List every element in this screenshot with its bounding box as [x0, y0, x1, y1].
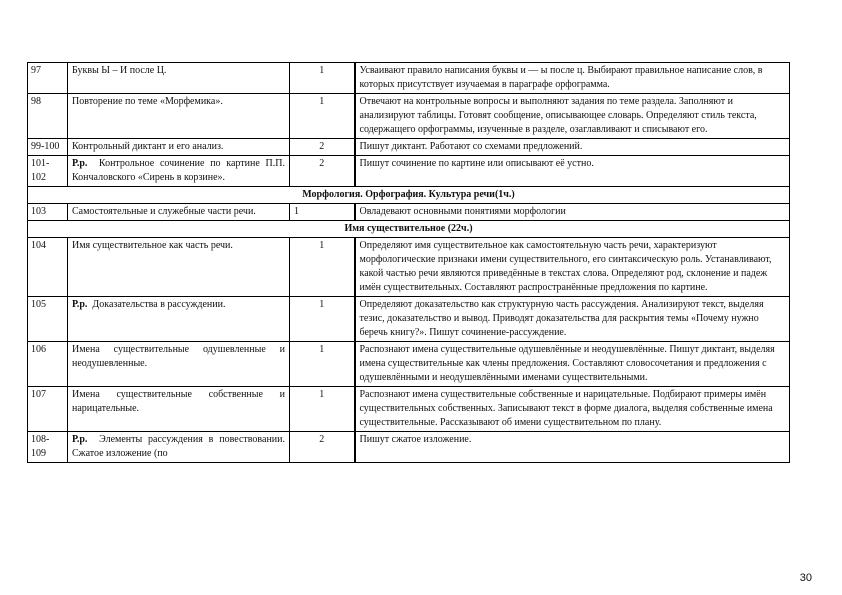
lesson-number: 103: [28, 204, 68, 221]
lesson-topic-text: Имена существительные одушевленные и неодушевленные.: [72, 344, 285, 369]
lesson-number: 106: [28, 342, 68, 387]
lesson-topic-text: Повторение по теме «Морфемика».: [72, 96, 223, 107]
learning-activities: Овладевают основными понятиями морфологии: [355, 204, 790, 221]
learning-activities: Усваивают правило написания буквы и — ы после ц. Выбирают правильное написание слов, в которых присутствует изучаемая в параграфе орфограмма.: [355, 63, 790, 94]
table-row: [28, 387, 790, 432]
speech-development-label: Р.р.: [72, 434, 88, 445]
lesson-number: 107: [28, 387, 68, 432]
lesson-number: 101-102: [28, 156, 68, 187]
lesson-hours: 2: [290, 432, 355, 463]
document-page: [27, 62, 789, 463]
lesson-topic-text: Элементы рассуждения в повествовании. Сжатое изложение (по: [72, 434, 285, 459]
page-number: 30: [799, 572, 812, 584]
learning-activities: Отвечают на контрольные вопросы и выполняют задания по теме раздела. Заполняют и анализируют таблицы. Готовят сообщение, описывающее словарь. Определяют стиль текста, содержащего орфограммы, изученные в разделе, озаглавливают и списывают его.: [355, 94, 790, 139]
lesson-hours: 1: [290, 94, 355, 139]
lesson-topic-text: Имена существительные собственные и нарицательные.: [72, 389, 285, 414]
table-row: [28, 432, 790, 463]
table-row: [28, 204, 790, 221]
lesson-number: 105: [28, 297, 68, 342]
lesson-topic: [68, 342, 290, 387]
section-title: Морфология. Орфография. Культура речи(1ч.): [28, 187, 790, 204]
learning-activities: Распознают имена существительные собственные и нарицательные. Подбирают примеры имён существительных собственных. Записывают текст в форме диалога, выделяя собственные имена существительные. Рассказывают об имени существительном по плану.: [355, 387, 790, 432]
table-row: [28, 94, 790, 139]
lesson-topic: [68, 94, 290, 139]
curriculum-table-body: [28, 63, 790, 463]
lesson-hours: 2: [290, 139, 355, 156]
lesson-topic-text: Самостоятельные и служебные части речи.: [72, 206, 256, 217]
lesson-topic: [68, 204, 290, 221]
lesson-topic: [68, 432, 290, 463]
lesson-hours: 1: [290, 204, 355, 221]
table-row: [28, 139, 790, 156]
speech-development-label: Р.р.: [72, 299, 88, 310]
learning-activities: Определяют доказательство как структурную часть рассуждения. Анализируют текст, выделяя тезис, доказательство и вывод. Приводят доказательства для раскрытия темы «Почему нужно беречь книгу?». Пишут сочинение-рассуждение.: [355, 297, 790, 342]
section-title: Имя существительное (22ч.): [28, 221, 790, 238]
learning-activities: Определяют имя существительное как самостоятельную часть речи, характеризуют морфологические признаки имени существительного, его синтаксическую роль. Устанавливают, какой частью речи являются приведённые в текстах слова. Определяют род, склонение и падеж имён существительных. Составляют распространённые предложения по картине.: [355, 238, 790, 297]
speech-development-label: Р.р.: [72, 158, 88, 169]
lesson-hours: 1: [290, 387, 355, 432]
section-header-row: [28, 221, 790, 238]
table-row: [28, 342, 790, 387]
lesson-topic: [68, 139, 290, 156]
lesson-number: 97: [28, 63, 68, 94]
lesson-topic: [68, 156, 290, 187]
lesson-hours: 2: [290, 156, 355, 187]
lesson-topic-text: Буквы Ы – И после Ц.: [72, 65, 167, 76]
table-row: [28, 238, 790, 297]
lesson-topic-text: Контрольное сочинение по картине П.П. Кончаловского «Сирень в корзине».: [72, 158, 285, 183]
lesson-hours: 1: [290, 238, 355, 297]
lesson-topic-text: Контрольный диктант и его анализ.: [72, 141, 224, 152]
table-row: [28, 297, 790, 342]
lesson-hours: 1: [290, 297, 355, 342]
lesson-number: 99-100: [28, 139, 68, 156]
lesson-topic-text: Доказательства в рассуждении.: [92, 299, 226, 310]
table-row: [28, 156, 790, 187]
learning-activities: Распознают имена существительные одушевлённые и неодушевлённые. Пишут диктант, выделяя имена существительные как члены предложения. Составляют словосочетания и предложения с одушевлёнными и неодушевлёнными именами существительными.: [355, 342, 790, 387]
lesson-topic: [68, 238, 290, 297]
lesson-number: 98: [28, 94, 68, 139]
lesson-hours: 1: [290, 63, 355, 94]
section-header-row: [28, 187, 790, 204]
curriculum-table: [27, 62, 790, 463]
learning-activities: Пишут сжатое изложение.: [355, 432, 790, 463]
lesson-number: 104: [28, 238, 68, 297]
lesson-topic: [68, 387, 290, 432]
lesson-topic: [68, 63, 290, 94]
lesson-number: 108-109: [28, 432, 68, 463]
lesson-topic-text: Имя существительное как часть речи.: [72, 240, 233, 251]
learning-activities: Пишут диктант. Работают со схемами предложений.: [355, 139, 790, 156]
table-row: [28, 63, 790, 94]
lesson-topic: [68, 297, 290, 342]
learning-activities: Пишут сочинение по картине или описывают её устно.: [355, 156, 790, 187]
lesson-hours: 1: [290, 342, 355, 387]
